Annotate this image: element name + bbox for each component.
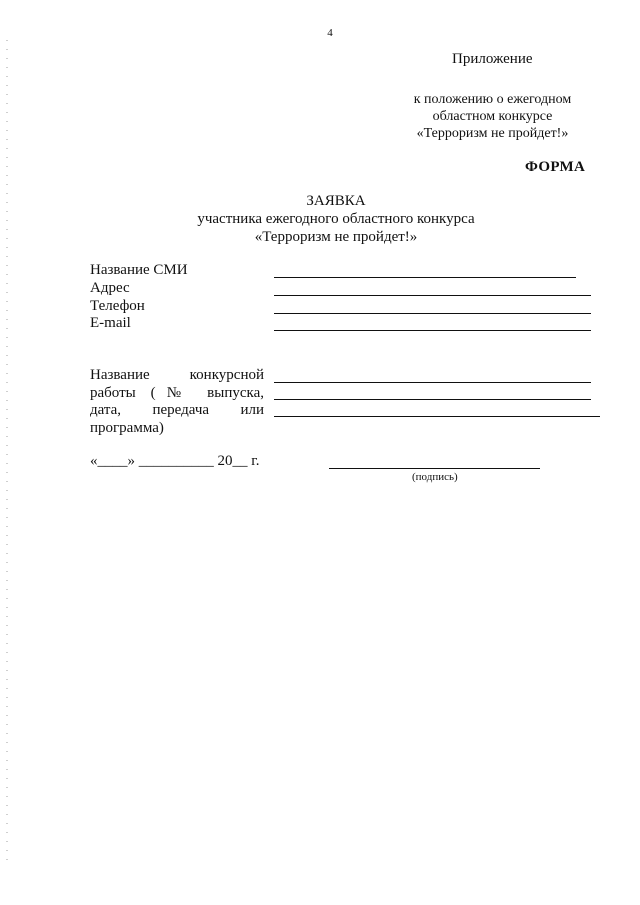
email-label: E-mail xyxy=(90,315,131,331)
appendix-reference-line: к положению о ежегодном xyxy=(413,92,572,107)
scan-margin-artifact xyxy=(6,40,8,860)
media-name-field[interactable] xyxy=(274,277,576,278)
work-title-label-line: Название конкурсной xyxy=(90,367,264,383)
work-title-field-line-1[interactable] xyxy=(274,382,591,383)
work-title-label-line: программа) xyxy=(90,419,164,436)
work-title-field-line-2[interactable] xyxy=(274,399,591,400)
page-number: 4 xyxy=(327,27,333,39)
appendix-title: Приложение xyxy=(452,51,533,67)
work-title-field-line-3[interactable] xyxy=(274,416,600,417)
media-name-label: Название СМИ xyxy=(90,262,188,278)
appendix-reference-line: «Терроризм не пройдет!» xyxy=(416,126,569,141)
heading-title: ЗАЯВКА xyxy=(306,193,366,209)
appendix-reference-line: областном конкурсе xyxy=(432,109,553,124)
work-title-label xyxy=(90,367,264,437)
work-title-label-line: работы (№ выпуска, xyxy=(90,384,264,401)
phone-label: Телефон xyxy=(90,298,145,314)
date-field[interactable]: «____» __________ 20__ г. xyxy=(90,453,260,469)
signature-caption: (подпись) xyxy=(412,471,458,483)
work-title-label-line: дата, передача или xyxy=(90,402,264,418)
heading-subtitle-line: участника ежегодного областного конкурса xyxy=(197,211,475,227)
signature-field[interactable] xyxy=(329,468,540,469)
application-heading xyxy=(150,192,522,246)
address-label: Адрес xyxy=(90,280,130,296)
address-field[interactable] xyxy=(274,295,591,296)
appendix-reference xyxy=(380,91,605,142)
email-field[interactable] xyxy=(274,330,591,331)
phone-field[interactable] xyxy=(274,313,591,314)
form-label: ФОРМА xyxy=(525,159,586,175)
heading-subtitle-line: «Терроризм не пройдет!» xyxy=(254,229,418,245)
